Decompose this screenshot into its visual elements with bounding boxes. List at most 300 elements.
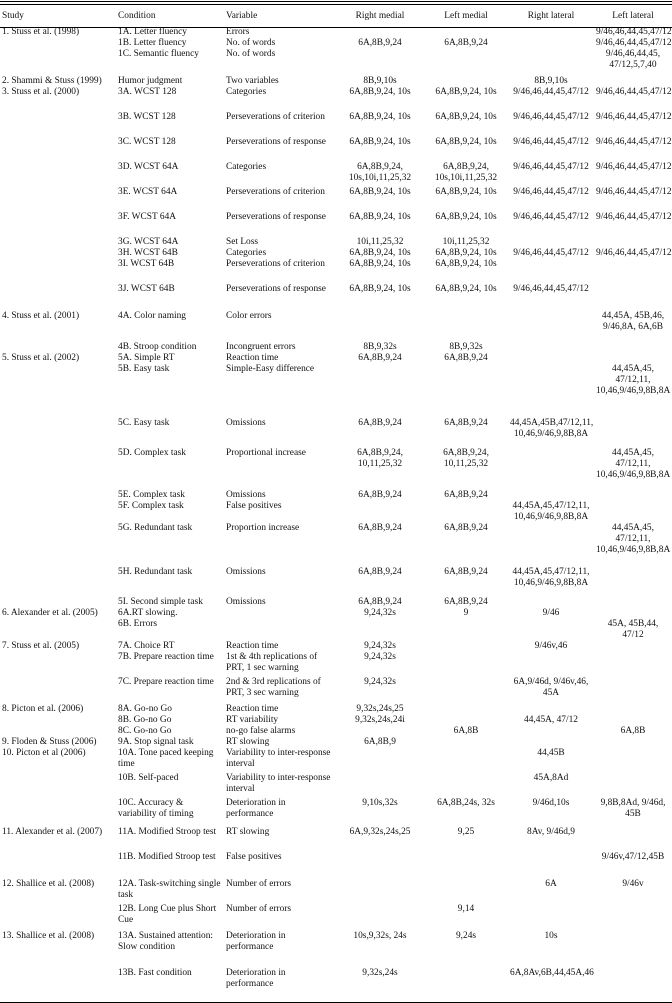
table-row <box>0 342 672 353</box>
cell-left-medial: 6A,8B,9,24, 10s <box>435 187 497 197</box>
cell-left-medial <box>424 852 508 879</box>
cell-left-medial <box>424 968 508 993</box>
table-row <box>0 162 672 187</box>
cell-right-medial <box>336 619 424 641</box>
cell-study <box>0 968 116 993</box>
cell-variable: No. of words <box>226 49 276 59</box>
cell-study: 6. Alexander et al. (2005) <box>2 608 98 618</box>
cell-left-medial <box>424 748 508 773</box>
cell-variable: Set Loss <box>226 237 259 247</box>
cell-variable: Reaction time <box>226 704 279 714</box>
cell-variable: 1st & 4th replications of PRT, 1 sec warning <box>226 652 318 673</box>
cell-condition: 5F. Complex task <box>118 501 184 511</box>
cell-condition: 1B. Letter fluency <box>118 38 187 48</box>
cell-variable: Variability to inter-response interval <box>226 773 331 794</box>
cell-study <box>0 112 116 137</box>
cell-left-lateral: 9/46v,47/12,45B <box>601 852 665 862</box>
table-row <box>0 187 672 212</box>
table-row <box>0 827 672 852</box>
cell-condition: 4A. Color naming <box>118 311 186 321</box>
cell-variable: Deterioration in performance <box>226 968 286 989</box>
cell-right-medial: 9,32s,24s,25 <box>356 704 404 714</box>
cell-condition: 3J. WCST 64B <box>118 284 175 294</box>
cell-study <box>0 715 116 726</box>
cell-study <box>0 237 116 248</box>
cell-right-lateral: 9/46,46,44,45,47/12 <box>513 284 589 294</box>
cell-left-medial: 6A,8B,9,24 <box>444 523 488 533</box>
cell-variable: Deterioration in performance <box>226 931 286 952</box>
cell-left-lateral <box>594 773 672 798</box>
table-row <box>0 237 672 248</box>
table-row <box>0 619 672 641</box>
cell-right-medial: 6A,8B,9,24, 10s <box>349 87 411 97</box>
cell-left-lateral <box>594 641 672 652</box>
cell-condition: 8C. Go-no Go <box>118 726 172 736</box>
cell-variable: Perseverations of criterion <box>226 259 325 269</box>
cell-left-lateral <box>594 259 672 284</box>
cell-right-medial <box>336 879 424 904</box>
cell-right-medial: 6A,8B,9,24 <box>358 490 402 500</box>
cell-condition: 6A.RT slowing. <box>118 608 178 618</box>
cell-condition: 3G. WCST 64A <box>118 237 179 247</box>
cell-study <box>0 490 116 501</box>
cell-right-lateral: 9/46,46,44,45,47/12 <box>513 87 589 97</box>
cell-study <box>0 773 116 798</box>
cell-condition: 3D. WCST 64A <box>118 162 179 172</box>
cell-condition: 3E. WCST 64A <box>118 187 178 197</box>
cell-study: 4. Stuss et al. (2001) <box>2 311 80 321</box>
cell-right-lateral: 9/46,46,44,45,47/12 <box>513 162 589 172</box>
cell-left-medial <box>424 879 508 904</box>
cell-study: 9. Floden & Stuss (2006) <box>2 737 97 747</box>
cell-variable: RT variability <box>226 715 279 725</box>
table-row <box>0 112 672 137</box>
cell-left-medial <box>424 641 508 652</box>
table-row <box>0 137 672 162</box>
cell-right-medial: 6A,9,32s,24s,25 <box>349 827 411 837</box>
cell-study <box>0 162 116 187</box>
cell-left-lateral <box>594 715 672 726</box>
cell-condition: 13B. Fast condition <box>118 968 192 978</box>
cell-right-lateral: 9/46 <box>542 608 560 618</box>
cell-left-medial: 6A,8B <box>453 726 479 736</box>
header-right-medial: Right medial <box>355 10 405 21</box>
cell-variable: Proportion increase <box>226 523 300 533</box>
cell-left-medial <box>424 76 508 87</box>
cell-variable: False positives <box>226 852 282 862</box>
cell-study: 13. Shallice et al. (2008) <box>2 931 95 941</box>
cell-right-lateral <box>508 259 594 284</box>
cell-variable <box>224 619 336 641</box>
table-row <box>0 567 672 597</box>
cell-variable: RT slowing <box>226 827 270 837</box>
cell-right-lateral <box>508 49 594 76</box>
cell-left-lateral <box>594 608 672 619</box>
cell-left-lateral: 44,45A,45, 47/12,11, 10,46,9/46,9,8B,8A <box>596 448 671 480</box>
header-right-lateral: Right lateral <box>527 10 575 21</box>
cell-right-medial <box>336 311 424 342</box>
cell-condition: 5I. Second simple task <box>118 597 203 607</box>
table-row <box>0 87 672 112</box>
cell-condition: 1C. Semantic fluency <box>118 49 199 59</box>
cell-study <box>0 49 116 76</box>
header-condition: Condition <box>118 10 156 21</box>
cell-condition: 7A. Choice RT <box>118 641 175 651</box>
cell-right-lateral <box>508 38 594 49</box>
cell-left-medial <box>424 619 508 641</box>
cell-variable: Perseverations of response <box>226 284 326 294</box>
cell-left-medial: 9,14 <box>457 904 475 914</box>
cell-study <box>0 677 116 704</box>
cell-right-lateral: 9/46d,10s <box>532 798 570 808</box>
cell-condition: 5D. Complex task <box>118 448 186 458</box>
cell-right-medial <box>336 748 424 773</box>
cell-right-lateral <box>508 490 594 501</box>
cell-study <box>0 904 116 931</box>
cell-left-medial <box>424 49 508 76</box>
cell-left-lateral <box>594 284 672 311</box>
table-row <box>0 364 672 418</box>
cell-right-lateral: 44,45A,45,47/12,11, 10,46,9/46,9,8B,8A <box>512 501 590 522</box>
table-row <box>0 27 672 38</box>
cell-right-medial: 6A,8B,9,24 <box>358 353 402 363</box>
cell-variable: No. of words <box>226 38 276 48</box>
cell-study <box>0 38 116 49</box>
table-row <box>0 311 672 342</box>
cell-right-medial: 10i,11,25,32 <box>356 237 404 247</box>
table-row <box>0 704 672 715</box>
cell-right-medial: 6A,8B,9,24, 10s <box>349 212 411 222</box>
cell-left-medial <box>424 737 508 748</box>
cell-variable: Omissions <box>226 490 266 500</box>
cell-condition: 9A. Stop signal task <box>118 737 194 747</box>
cell-variable: Number of errors <box>226 879 292 889</box>
cell-right-medial: 10s,9,32s, 24s <box>353 931 407 941</box>
cell-right-lateral: 6A,8Av,6B,44,45A,46 <box>510 968 594 978</box>
cell-right-medial: 6A,8B,9,24, 10s <box>349 284 411 294</box>
cell-condition: 5C. Easy task <box>118 418 170 428</box>
cell-right-medial: 6A,8B,9,24 <box>358 567 402 577</box>
cell-left-lateral: 9/46,46,44,45,47/12 <box>596 248 672 258</box>
cell-left-lateral: 9/46,46,44,45,47/12 <box>596 187 672 197</box>
cell-study: 3. Stuss et al. (2000) <box>2 87 80 97</box>
cell-right-medial <box>336 27 424 38</box>
table-row <box>0 597 672 608</box>
cell-variable: Two variables <box>226 76 279 86</box>
header-row <box>0 5 672 27</box>
cell-condition: 13A. Sustained attention: Slow condition <box>118 931 214 952</box>
cell-variable: Proportional increase <box>226 448 306 458</box>
cell-condition: 3A. WCST 128 <box>118 87 177 97</box>
cell-left-lateral <box>594 748 672 773</box>
cell-left-lateral <box>594 342 672 353</box>
cell-study <box>0 212 116 237</box>
cell-left-lateral <box>594 567 672 597</box>
cell-study <box>0 137 116 162</box>
cell-right-lateral <box>508 448 594 490</box>
cell-right-medial: 9,24,32s <box>364 652 396 662</box>
cell-left-lateral <box>594 76 672 87</box>
cell-right-medial: 6A,8B,9,24, 10s,10i,11,25,32 <box>348 162 412 183</box>
cell-left-medial: 6A,8B,9,24 <box>444 353 488 363</box>
cell-study: 2. Shammi & Stuss (1999) <box>2 76 102 86</box>
cell-right-lateral: 45A,8Ad <box>533 773 569 783</box>
cell-variable: Omissions <box>226 567 266 577</box>
cell-study <box>0 567 116 597</box>
cell-study <box>0 726 116 737</box>
cell-right-lateral <box>508 237 594 248</box>
cell-condition: 3C. WCST 128 <box>118 137 176 147</box>
cell-right-lateral: 9/46,46,44,45,47/12 <box>513 248 589 258</box>
cell-condition: 3B. WCST 128 <box>118 112 176 122</box>
cell-variable <box>224 608 336 619</box>
cell-left-medial: 10i,11,25,32 <box>442 237 490 247</box>
cell-right-lateral: 8Av, 9/46d,9 <box>527 827 575 837</box>
cell-right-lateral: 8B,9,10s <box>534 76 568 86</box>
cell-variable: Categories <box>226 87 267 97</box>
cell-study <box>0 501 116 523</box>
cell-variable: Errors <box>226 27 250 37</box>
cell-variable: Perseverations of response <box>226 137 326 147</box>
cell-right-medial <box>336 49 424 76</box>
cell-condition: 1A. Letter fluency <box>118 27 187 37</box>
cell-left-medial: 6A,8B,9,24, 10s <box>435 284 497 294</box>
cell-right-medial: 6A,8B,9,24 <box>358 38 402 48</box>
cell-right-medial <box>336 852 424 879</box>
cell-variable: Reaction time <box>226 641 279 651</box>
cell-right-medial: 6A,8B,9,24, 10s <box>349 187 411 197</box>
cell-study <box>0 342 116 353</box>
cell-right-lateral: 9/46,46,44,45,47/12 <box>513 187 589 197</box>
cell-left-medial <box>424 364 508 418</box>
cell-left-lateral <box>594 237 672 248</box>
cell-condition: 8A. Go-no Go <box>118 704 172 714</box>
cell-right-lateral: 44,45B <box>537 748 565 758</box>
table-row <box>0 353 672 364</box>
cell-left-medial: 9,24s <box>455 931 477 941</box>
cell-variable: Deterioration in performance <box>226 798 286 819</box>
cell-variable: no-go false alarms <box>226 726 296 736</box>
cell-study <box>0 364 116 418</box>
table-row <box>0 418 672 448</box>
cell-left-lateral <box>594 737 672 748</box>
cell-left-lateral <box>594 501 672 523</box>
cell-variable: Categories <box>226 162 267 172</box>
cell-condition: 3F. WCST 64A <box>118 212 177 222</box>
cell-left-medial: 6A,8B,9,24 <box>444 567 488 577</box>
table-row <box>0 501 672 523</box>
table-row <box>0 773 672 798</box>
table-row <box>0 608 672 619</box>
cell-left-medial: 9 <box>463 608 469 618</box>
cell-study <box>0 259 116 284</box>
cell-study: 11. Alexander et al. (2007) <box>2 827 103 837</box>
cell-right-lateral <box>508 726 594 737</box>
cell-left-medial: 6A,8B,9,24, 10s <box>435 87 497 97</box>
cell-left-lateral: 45A, 45B,44, 47/12 <box>607 619 659 640</box>
cell-condition: 7B. Prepare reaction time <box>118 652 214 662</box>
cell-right-medial: 6A,8B,9,24, 10s <box>349 259 411 269</box>
table-row <box>0 737 672 748</box>
cell-left-lateral: 9/46,46,44,45,47/12 <box>596 38 672 48</box>
table-row <box>0 748 672 773</box>
cell-left-medial: 6A,8B,24s, 32s <box>437 798 495 808</box>
table-row <box>0 726 672 737</box>
cell-left-medial: 6A,8B,9,24, 10s <box>435 137 497 147</box>
cell-right-medial: 6A,8B,9 <box>364 737 396 747</box>
cell-right-lateral <box>508 597 594 608</box>
cell-left-medial <box>424 715 508 726</box>
cell-right-lateral <box>508 311 594 342</box>
cell-right-lateral: 9/46,46,44,45,47/12 <box>513 112 589 122</box>
cell-left-lateral: 9/46,46,44,45,47/12 <box>596 87 672 97</box>
cell-variable: Number of errors <box>226 904 292 914</box>
header-variable: Variable <box>226 10 258 21</box>
cell-variable: False positives <box>226 501 282 511</box>
cell-study: 10. Picton et al (2006) <box>2 748 86 758</box>
cell-condition: 5G. Redundant task <box>118 523 193 533</box>
cell-left-medial: 6A,8B,9,24 <box>444 490 488 500</box>
cell-left-medial: 6A,8B,9,24 <box>444 597 488 607</box>
cell-left-lateral: 44,45A,45, 47/12,11, 10,46,9/46,9,8B,8A <box>596 523 671 555</box>
cell-right-medial: 8B,9,32s <box>363 342 397 352</box>
cell-left-lateral: 9/46,46,44,45,47/12 <box>596 137 672 147</box>
cell-left-medial <box>424 311 508 342</box>
cell-left-lateral: 9,8B,8Ad, 9/46d, 45B <box>600 798 666 819</box>
table-row <box>0 931 672 968</box>
cell-right-medial <box>336 904 424 931</box>
table-row <box>0 852 672 879</box>
cell-condition: 4B. Stroop condition <box>118 342 197 352</box>
cell-left-medial <box>424 501 508 523</box>
cell-left-medial: 6A,8B,9,24, 10s,10i,11,25,32 <box>434 162 498 183</box>
cell-right-medial: 6A,8B,9,24 <box>358 418 402 428</box>
header-left-medial: Left medial <box>444 10 488 21</box>
cell-right-lateral: 44,45A,45B,47/12,11, 10,46,9/46,9,8B,8A <box>510 418 594 439</box>
cell-variable: Incongruent errors <box>226 342 296 352</box>
cell-left-lateral: 9/46,46,44,45, 47/12,5,7,40 <box>605 49 661 70</box>
cell-left-medial: 6A,8B,9,24, 10s <box>435 112 497 122</box>
table-row <box>0 652 672 677</box>
cell-variable: Variability to inter-response interval <box>226 748 331 769</box>
cell-right-medial: 9,32s,24s <box>362 968 398 978</box>
cell-condition: 10A. Tone paced keeping time <box>118 748 214 769</box>
table-row <box>0 798 672 827</box>
cell-left-medial: 6A,8B,9,24, 10s <box>435 248 497 258</box>
cell-right-lateral <box>508 523 594 567</box>
cell-right-medial: 6A,8B,9,24, 10s <box>349 137 411 147</box>
cell-variable: Perseverations of criterion <box>226 112 325 122</box>
cell-condition: 11B. Modified Stroop test <box>118 852 216 862</box>
cell-study: 7. Stuss et al. (2005) <box>2 641 80 651</box>
cell-left-medial <box>424 773 508 798</box>
cell-study <box>0 597 116 608</box>
cell-right-lateral: 10s <box>544 931 558 941</box>
cell-left-medial: 6A,8B,9,24, 10,11,25,32 <box>443 448 489 469</box>
cell-left-medial: 6A,8B,9,24 <box>444 38 488 48</box>
cell-left-lateral <box>594 652 672 677</box>
cell-left-lateral: 6A,8B <box>620 726 646 736</box>
cell-right-lateral: 6A <box>545 879 557 889</box>
cell-right-medial <box>336 364 424 418</box>
cell-left-lateral <box>594 704 672 715</box>
cell-right-lateral <box>508 364 594 418</box>
cell-right-lateral <box>508 27 594 38</box>
cell-condition: 5H. Redundant task <box>118 567 193 577</box>
cell-left-lateral <box>594 931 672 968</box>
cell-left-lateral: 9/46,46,44,45,47/12 <box>596 212 672 222</box>
cell-study <box>0 448 116 490</box>
table-row <box>0 715 672 726</box>
cell-right-lateral: 9/46v,46 <box>534 641 568 651</box>
header-left-lateral: Left lateral <box>612 10 654 21</box>
cell-left-lateral: 44,45A, 45B,46, 9/46,8A, 6A,6B <box>601 311 665 332</box>
table-row <box>0 284 672 311</box>
cell-study: 8. Picton et al. (2006) <box>2 704 84 714</box>
cell-variable: RT slowing <box>226 737 270 747</box>
cell-condition: 10C. Accuracy & variability of timing <box>118 798 194 819</box>
cell-left-medial <box>424 677 508 704</box>
cell-condition: 7C. Prepare reaction time <box>118 677 214 687</box>
cell-left-medial: 6A,8B,9,24 <box>444 418 488 428</box>
cell-study <box>0 652 116 677</box>
results-table <box>0 5 672 993</box>
table-row <box>0 76 672 87</box>
table-row <box>0 968 672 993</box>
cell-right-medial <box>336 773 424 798</box>
cell-variable: Omissions <box>226 597 266 607</box>
table-row <box>0 448 672 490</box>
table-row <box>0 259 672 284</box>
cell-right-medial <box>336 726 424 737</box>
cell-condition: 5A. Simple RT <box>118 353 175 363</box>
cell-right-medial: 6A,8B,9,24, 10,11,25,32 <box>357 448 403 469</box>
cell-left-lateral <box>594 677 672 704</box>
cell-study <box>0 187 116 212</box>
cell-study: 1. Stuss et al. (1998) <box>2 27 80 37</box>
cell-variable: Categories <box>226 248 267 258</box>
cell-right-lateral: 44,45A, 47/12 <box>524 715 578 725</box>
cell-right-medial <box>336 501 424 523</box>
cell-left-medial <box>424 704 508 715</box>
cell-left-lateral <box>594 827 672 852</box>
cell-right-lateral <box>508 619 594 641</box>
table-row <box>0 49 672 76</box>
cell-right-medial: 6A,8B,9,24 <box>358 597 402 607</box>
cell-right-lateral <box>508 353 594 364</box>
cell-right-lateral <box>508 704 594 715</box>
table-row <box>0 523 672 567</box>
cell-variable: Perseverations of response <box>226 212 326 222</box>
cell-right-medial: 6A,8B,9,24, 10s <box>349 112 411 122</box>
cell-right-lateral <box>508 342 594 353</box>
cell-left-medial: 6A,8B,9,24, 10s <box>435 212 497 222</box>
cell-left-lateral: 44,45A,45, 47/12,11, 10,46,9/46,9,8B,8A <box>596 364 671 396</box>
cell-condition: 3I. WCST 64B <box>118 259 175 269</box>
cell-right-lateral: 9/46,46,44,45,47/12 <box>513 137 589 147</box>
cell-condition: 10B. Self-paced <box>118 773 179 783</box>
cell-study <box>0 418 116 448</box>
cell-left-lateral: 9/46,46,44,45,47/12 <box>596 112 672 122</box>
cell-right-medial: 6A,8B,9,24, 10s <box>349 248 411 258</box>
table-body <box>0 27 672 993</box>
cell-left-lateral <box>594 353 672 364</box>
table-row <box>0 212 672 237</box>
cell-right-lateral <box>508 904 594 931</box>
cell-left-medial: 9,25 <box>457 827 475 837</box>
cell-condition: 3H. WCST 64B <box>118 248 178 258</box>
cell-variable: 2nd & 3rd replications of PRT, 3 sec warning <box>226 677 321 698</box>
